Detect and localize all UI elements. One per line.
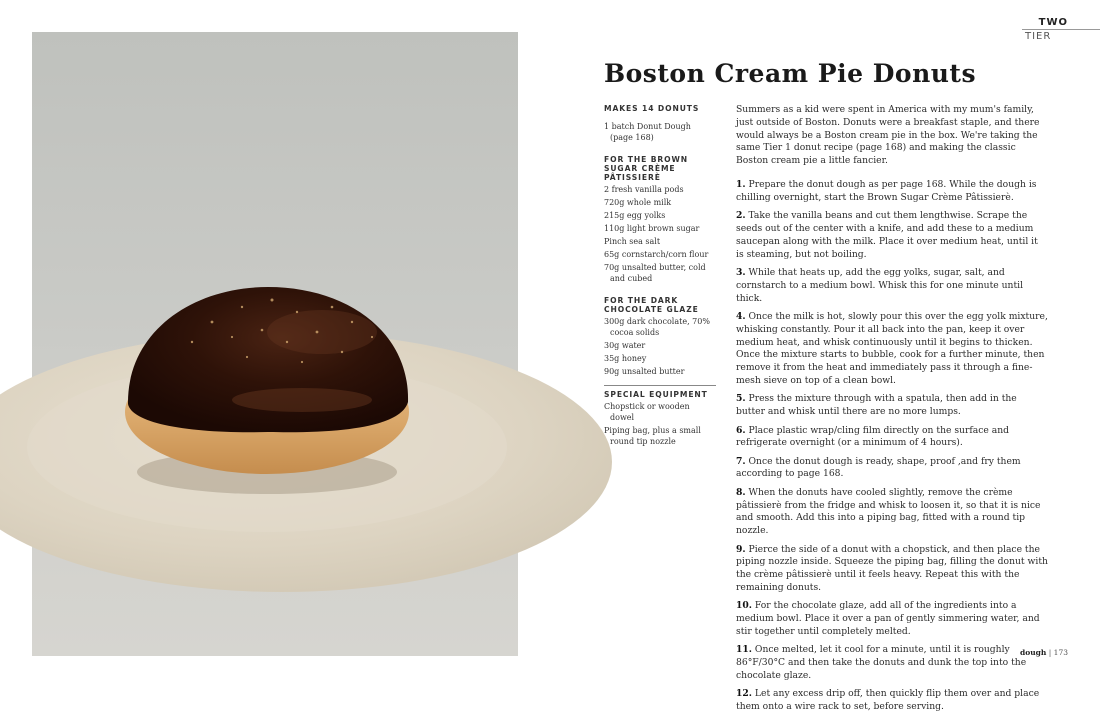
- step-item: [736, 425, 1048, 451]
- ingredient-group-glaze: [604, 296, 716, 377]
- method-column: [736, 104, 1048, 720]
- step-text: Place plastic wrap/cling film directly on the surface and refrigerate overnight (or a minimum of 4 hours).: [736, 424, 1010, 449]
- step-text: Take the vanilla beans and cut them lengthwise. Scrape the seeds out of the center with a knife, and add these to a medium saucepan along with the milk. Place it over medium heat, until it is steaming, but not boiling.: [736, 210, 1038, 260]
- step-text: Once the milk is hot, slowly pour this over the egg yolk mixture, whisking constantly. Pour it all back into the pan, keep it over medium heat, and whisk continuously until it begins to thicken. Once the mixture starts to bubble, cook for a further minute, then remove it from the heat and immediately pass it through a fine-mesh sieve on top of a clean bowl.: [736, 310, 1048, 386]
- equipment-item: Chopstick or wooden dowel: [604, 402, 690, 423]
- step-number: 9.: [736, 543, 746, 555]
- page-number: 173: [1053, 648, 1068, 657]
- step-item: [736, 487, 1048, 538]
- ingredient-item: 30g water: [604, 340, 646, 350]
- step-number: 5.: [736, 393, 746, 405]
- ingredient-item: 65g cornstarch/corn flour: [604, 250, 709, 260]
- group-heading: FOR THE DARK CHOCOLATE GLAZE: [604, 296, 699, 315]
- step-text: Once the donut dough is ready, shape, proof ,and fry them according to page 168.: [736, 455, 1021, 480]
- ingredient-item: 70g unsalted butter, cold and cubed: [604, 263, 706, 283]
- step-item: [736, 311, 1048, 388]
- folio-separator: |: [1048, 648, 1052, 657]
- step-item: [736, 644, 1048, 682]
- step-item: [736, 688, 1048, 714]
- step-number: 10.: [736, 600, 752, 612]
- equipment-group: [604, 385, 716, 447]
- step-text: Press the mixture through with a spatula, then add in the butter and whisk until there are no more lumps.: [736, 393, 1017, 418]
- chapter-label: TWO: [1022, 17, 1100, 30]
- equipment-heading: SPECIAL EQUIPMENT: [604, 390, 708, 400]
- ingredients-column: [604, 104, 716, 447]
- step-item: [736, 544, 1048, 595]
- equipment-item: Piping bag, plus a small round tip nozzle: [604, 426, 701, 446]
- ingredient-item: 110g light brown sugar: [604, 224, 700, 234]
- ingredient-item: 35g honey: [604, 353, 647, 363]
- step-number: 7.: [736, 455, 746, 467]
- page-footer: [1020, 648, 1068, 657]
- step-item: [736, 267, 1048, 305]
- step-text: While that heats up, add the egg yolks, sugar, salt, and cornstarch to a medium bowl. Whisk this for one minute until thick.: [736, 266, 1024, 304]
- step-text: For the chocolate glaze, add all of the ingredients into a medium bowl. Place it over a pan of gently simmering water, and stir together until completely melted.: [736, 600, 1040, 638]
- base-ingredients: [604, 122, 716, 143]
- book-title: dough: [1019, 648, 1047, 657]
- recipe-title: Boston Cream Pie Donuts: [604, 59, 977, 88]
- step-text: Once melted, let it cool for a minute, until it is roughly 86°F/30°C and then take the donuts and dunk the top into the chocolate glaze.: [736, 644, 1027, 682]
- step-text: Pierce the side of a donut with a chopstick, and then place the piping nozzle inside. Squeeze the piping bag, filling the donut with the crème pâtissierè until it feels heavy. Repeat this with the remaining donuts.: [736, 543, 1048, 594]
- donut-photo: [32, 32, 518, 656]
- yield-label: MAKES 14 DONUTS: [604, 104, 700, 113]
- ingredient-item: 215g egg yolks: [604, 211, 666, 221]
- step-text: When the donuts have cooled slightly, remove the crème pâtissierè from the fridge and whisk to loosen it, so that it is nice and smooth. Add this into a piping bag, fitted with a round tip nozzle.: [736, 486, 1041, 537]
- step-item: [736, 456, 1048, 482]
- step-number: 4.: [736, 310, 746, 322]
- section-label: TIER: [1025, 31, 1052, 42]
- step-text: Let any excess drip off, then quickly flip them over and place them onto a wire rack to set, before serving.: [736, 688, 1040, 713]
- step-item: [736, 210, 1048, 261]
- donut-illustration: [32, 32, 518, 656]
- group-heading: FOR THE BROWN SUGAR CRÈME PÂTISSIERÈ: [604, 155, 689, 183]
- step-text: Prepare the donut dough as per page 168. While the dough is chilling overnight, start the Brown Sugar Crème Pâtissierè.: [736, 178, 1037, 203]
- ingredient-item: Pinch sea salt: [604, 237, 661, 247]
- step-number: 12.: [736, 688, 752, 700]
- step-item: [736, 179, 1048, 205]
- step-number: 2.: [736, 210, 746, 222]
- ingredient-item: 720g whole milk: [604, 198, 672, 208]
- step-number: 6.: [736, 424, 746, 436]
- ingredient-item: 300g dark chocolate, 70% cocoa solids: [604, 317, 710, 337]
- step-number: 8.: [736, 486, 746, 498]
- step-item: [736, 393, 1048, 419]
- step-number: 11.: [736, 644, 752, 656]
- running-head: [1022, 17, 1100, 42]
- step-number: 3.: [736, 266, 746, 278]
- recipe-intro: Summers as a kid were spent in America with my mum's family, just outside of Boston. Donuts were a breakfast staple, and there would always be a Boston cream pie in the box. We're taking the same Tier 1 donut recipe (page 168) and making the classic Boston cream pie a little fancier.: [736, 104, 1040, 167]
- steps-list: [736, 179, 1048, 714]
- step-number: 1.: [736, 178, 746, 190]
- ingredient-group-creme: [604, 155, 716, 284]
- ingredient-item: 90g unsalted butter: [604, 366, 685, 376]
- step-item: [736, 600, 1048, 638]
- ingredient-item: 2 fresh vanilla pods: [604, 185, 684, 195]
- ingredient-item: 1 batch Donut Dough (page 168): [604, 122, 691, 142]
